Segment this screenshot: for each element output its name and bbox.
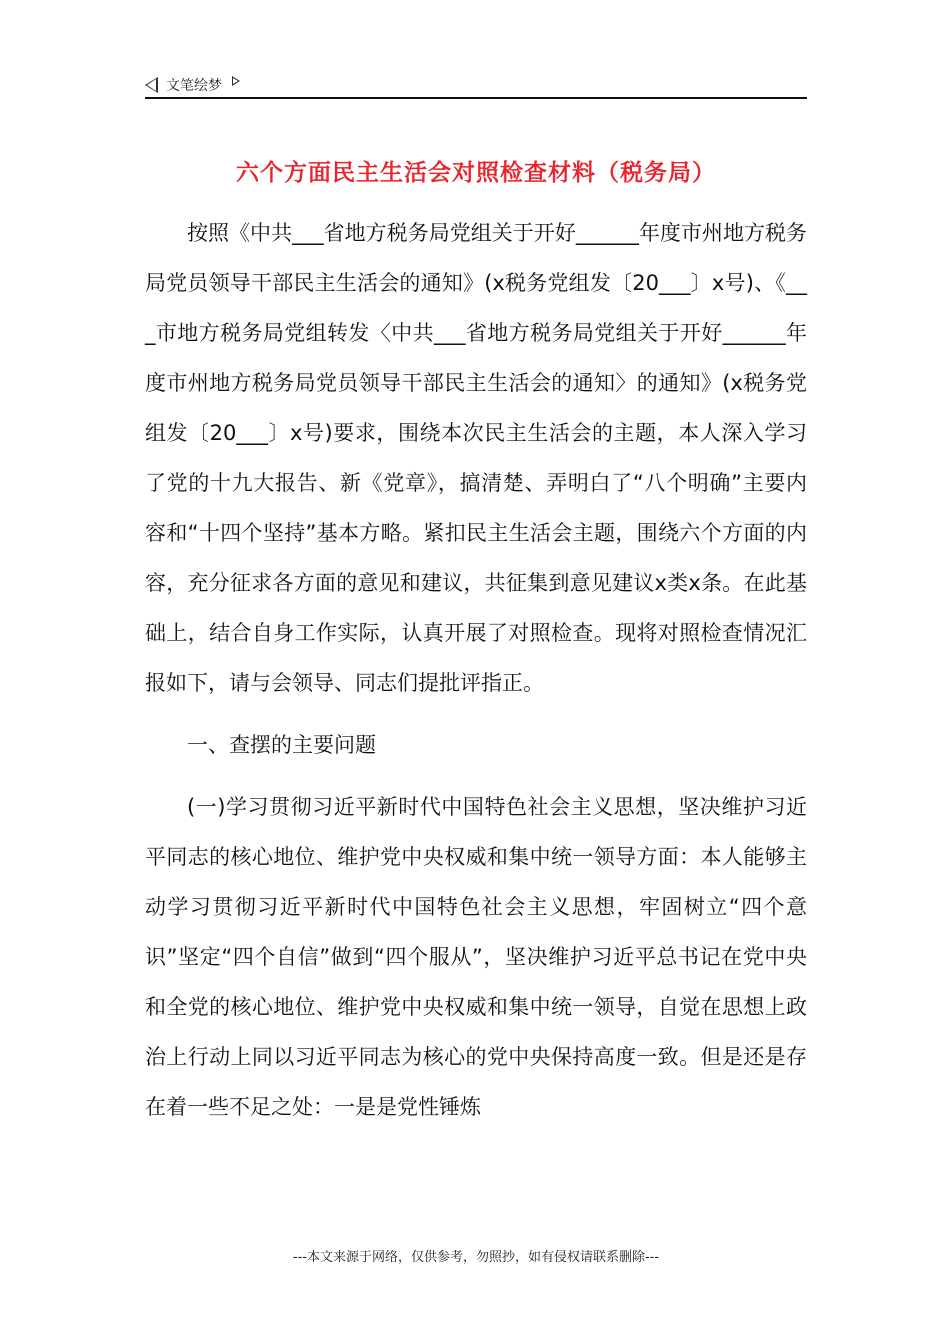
triangle-left-icon <box>145 77 158 93</box>
page-header <box>145 72 807 98</box>
header-brand: 文笔绘梦 <box>166 78 222 94</box>
section-heading: 一、查摆的主要问题 <box>187 733 376 757</box>
document-title: 六个方面民主生活会对照检查材料（税务局） <box>236 160 716 186</box>
triangle-right-icon <box>232 76 240 86</box>
footer-notice: ---本文来源于网络，仅供参考，勿照抄，如有侵权请联系删除--- <box>292 1250 660 1265</box>
paragraph-intro: 按照《中共___省地方税务局党组关于开好______年度市州地方税务局党员领导干部民主生活会的通知》(x税务党组发〔20___〕x号)、《___市地方税务局党组转发〈中共___省地方税务局党组关于开好______年度市州地方税务局党员领导干部民主生活会的通知〉的通知》(x税务党组发〔20___〕x号)要求，围绕本次民主生活会的主题，本人深入学习了党的十九大报告、新《党章》，搞清楚、弄明白了“八个明确”主要内容和“十四个坚持”基本方略。紧扣民主生活会主题，围绕六个方面的内容，充分征求各方面的意见和建议，共征集到意见建议x类x条。在此基础上，结合自身工作实际，认真开展了对照检查。现将对照检查情况汇报如下，请与会领导、同志们提批评指正。 <box>145 221 807 695</box>
paragraph-section-1: (一)学习贯彻习近平新时代中国特色社会主义思想，坚决维护习近平同志的核心地位、维护党中央权威和集中统一领导方面：本人能够主动学习贯彻习近平新时代中国特色社会主义思想，牢固树立“四个意识”坚定“四个自信”做到“四个服从”，坚决维护习近平总书记在党中央和全党的核心地位、维护党中央权威和集中统一领导，自觉在思想上政治上行动上同以习近平同志为核心的党中央保持高度一致。但是还是存在着一些不足之处：一是是党性锤炼 <box>145 795 807 1119</box>
document-body <box>145 208 807 1132</box>
header-divider <box>145 97 807 99</box>
